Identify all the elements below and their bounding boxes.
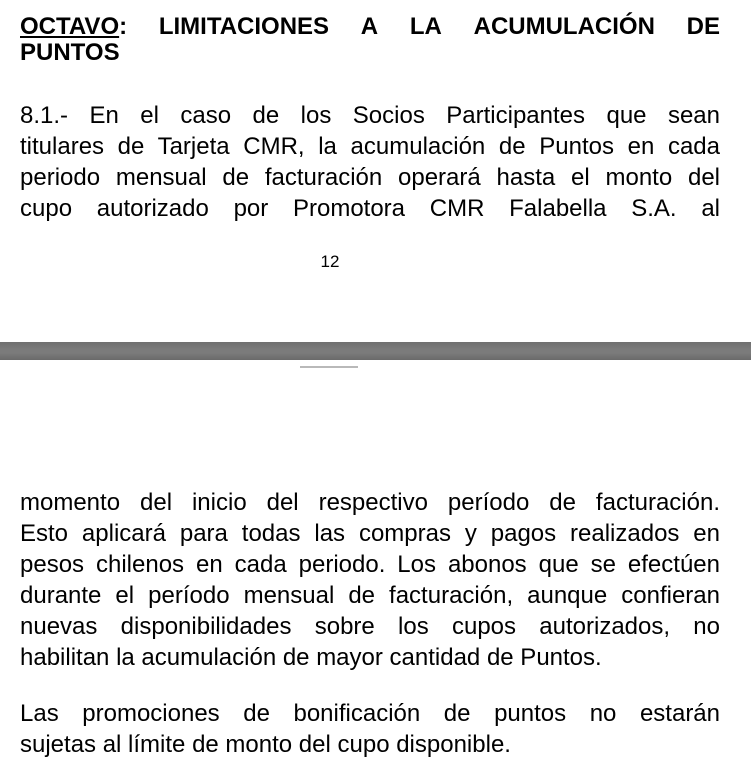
paragraph-line: durante el período mensual de facturación, aunque confieran (20, 582, 720, 609)
page-number: 12 (320, 252, 340, 271)
scan-artifact-line (300, 366, 358, 368)
document-page-upper (0, 0, 751, 342)
paragraph-continuation (20, 487, 720, 673)
heading-word: LIMITACIONES (158, 13, 330, 40)
heading-word: A (360, 13, 379, 40)
paragraph-line: habilitan la acumulación de mayor cantidad de Puntos. (20, 644, 602, 671)
paragraph-line: 8.1.- En el caso de los Socios Participantes que sean (20, 102, 720, 129)
heading-word: DE (686, 13, 720, 40)
section-colon: : (119, 13, 128, 40)
paragraph-line: pesos chilenos en cada periodo. Los abonos que se efectúen (20, 551, 720, 578)
paragraph-line: nuevas disponibilidades sobre los cupos autorizados, no (20, 613, 720, 640)
heading-word: ACUMULACIÓN (473, 13, 655, 40)
paragraph-8-1 (20, 100, 720, 224)
section-heading-line2: PUNTOS (20, 39, 120, 66)
paragraph-line: cupo autorizado por Promotora CMR Falabella S.A. al (20, 195, 720, 222)
paragraph-line: momento del inicio del respectivo período de facturación. (20, 489, 720, 516)
page-break-divider (0, 342, 751, 360)
section-number-word: OCTAVO (20, 13, 120, 40)
paragraph-line: periodo mensual de facturación operará hasta el monto del (20, 164, 720, 191)
section-number-label (20, 14, 127, 40)
paragraph-promotions (20, 698, 720, 760)
paragraph-line: sujetas al límite de monto del cupo disponible. (20, 731, 511, 758)
paragraph-line: titulares de Tarjeta CMR, la acumulación de Puntos en cada (20, 133, 720, 160)
paragraph-line: Esto aplicará para todas las compras y pagos realizados en (20, 520, 720, 547)
paragraph-line: Las promociones de bonificación de puntos no estarán (20, 700, 720, 727)
section-heading (20, 14, 720, 66)
section-heading-line1 (20, 14, 720, 40)
heading-word: LA (409, 13, 442, 40)
